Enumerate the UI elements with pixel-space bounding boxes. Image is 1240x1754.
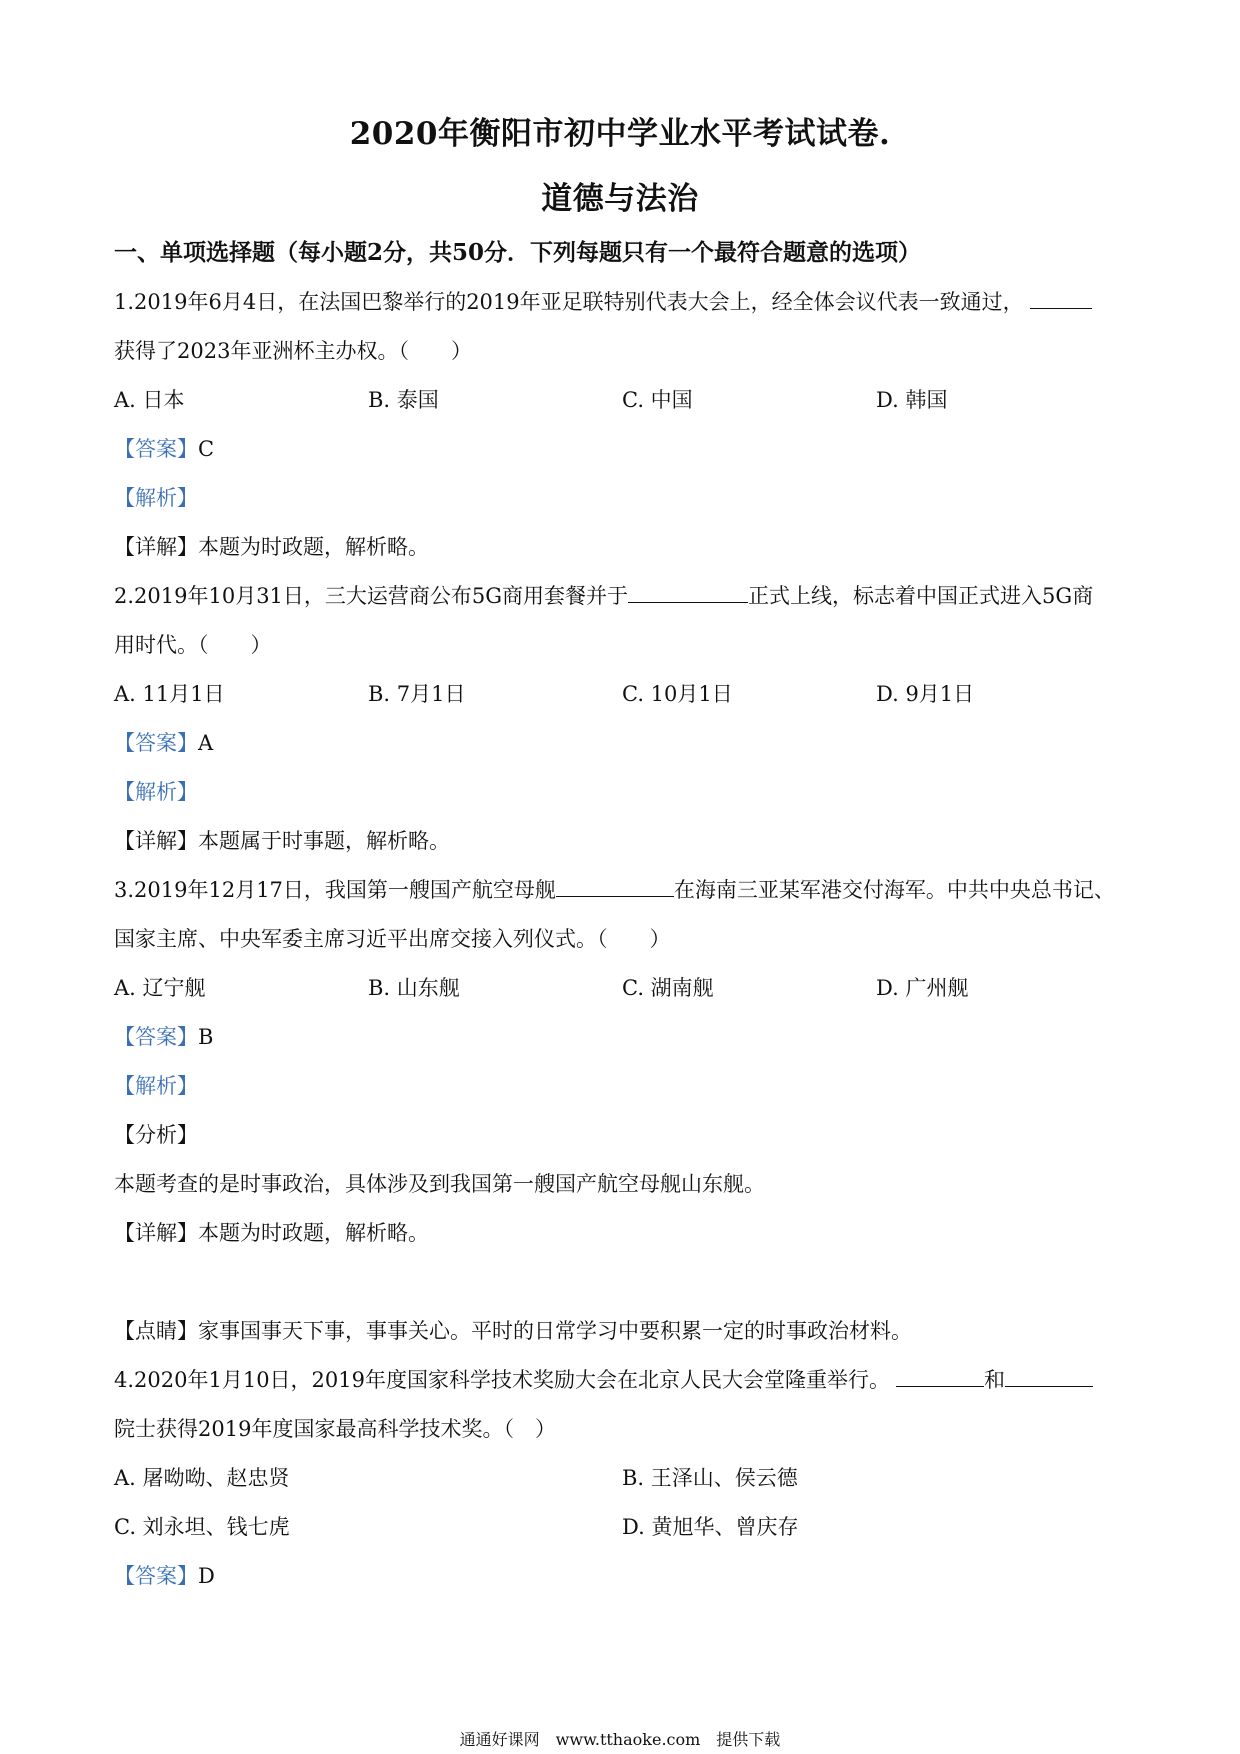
q1-stem-line1 (114, 286, 1092, 316)
q3-option-a: A. 辽宁舰 (114, 976, 206, 1000)
q2-option-b: B. 7月1日 (368, 682, 466, 706)
q4-stem-text-a: 4.2020年1月10日，2019年度国家科学技术奖励大会在北京人民大会堂隆重举行。 (114, 1368, 891, 1392)
q2-option-d: D. 9月1日 (876, 682, 975, 706)
q1-option-c: C. 中国 (622, 388, 693, 412)
answer-value: A (198, 731, 214, 755)
q3-answer (114, 1021, 213, 1051)
q3-option-d: D. 广州舰 (876, 976, 969, 1000)
q4-stem-line1 (114, 1364, 1093, 1394)
section-heading: 一、单项选择题（每小题2分，共50分．下列每题只有一个最符合题意的选项） (114, 239, 922, 266)
q4-blank-1 (896, 1364, 984, 1387)
answer-tag: 【答案】 (114, 731, 198, 755)
q4-option-d: D. 黄旭华、曾庆存 (622, 1515, 799, 1539)
exam-title: 2020年衡阳市初中学业水平考试试卷. (349, 116, 891, 152)
q1-stem-text: 1.2019年6月4日，在法国巴黎举行的2019年亚足联特别代表大会上，经全体会议代表一致通过， (114, 290, 1024, 314)
answer-value: B (198, 1025, 214, 1049)
q4-answer (114, 1560, 215, 1590)
q3-analysis-tag: 【解析】 (114, 1074, 198, 1098)
q2-stem-text-b: 正式上线，标志着中国正式进入5G商 (748, 584, 1094, 608)
q4-option-b: B. 王泽山、侯云德 (622, 1466, 798, 1490)
q2-option-c: C. 10月1日 (622, 682, 733, 706)
answer-value: D (198, 1564, 215, 1588)
answer-tag: 【答案】 (114, 437, 198, 461)
q1-answer (114, 433, 214, 463)
page-footer: 通通好课网 www.tthaoke.com 提供下载 (459, 1730, 781, 1749)
q2-answer (114, 727, 213, 757)
q3-detail: 【详解】本题为时政题，解析略。 (114, 1221, 429, 1245)
q3-stem-line2: 国家主席、中央军委主席习近平出席交接入列仪式。（ ） (114, 927, 671, 951)
q1-blank (1030, 286, 1092, 309)
q1-option-b: B. 泰国 (368, 388, 439, 412)
q3-option-b: B. 山东舰 (368, 976, 460, 1000)
q4-option-c: C. 刘永坦、钱七虎 (114, 1515, 290, 1539)
q2-stem-line1 (114, 580, 1093, 610)
answer-tag: 【答案】 (114, 1564, 198, 1588)
q1-option-d: D. 韩国 (876, 388, 948, 412)
q4-stem-line2: 院士获得2019年度国家最高科学技术奖。（ ） (114, 1417, 556, 1441)
q1-detail: 【详解】本题为时政题，解析略。 (114, 535, 429, 559)
q2-option-a: A. 11月1日 (114, 682, 225, 706)
q3-fenxi-tag: 【分析】 (114, 1123, 198, 1147)
q1-analysis-tag: 【解析】 (114, 486, 198, 510)
q1-stem-line2: 获得了2023年亚洲杯主办权。（ ） (114, 339, 472, 363)
q1-option-a: A. 日本 (114, 388, 185, 412)
q3-dianjing: 【点睛】家事国事天下事，事事关心。平时的日常学习中要积累一定的时事政治材料。 (114, 1319, 912, 1343)
q3-option-c: C. 湖南舰 (622, 976, 714, 1000)
q2-analysis-tag: 【解析】 (114, 780, 198, 804)
q3-stem-text-b: 在海南三亚某军港交付海军。中共中央总书记、 (673, 878, 1115, 902)
answer-tag: 【答案】 (114, 1025, 198, 1049)
answer-value: C (198, 437, 215, 461)
q3-blank (556, 874, 674, 897)
q4-option-a: A. 屠呦呦、赵忠贤 (114, 1466, 290, 1490)
q3-stem-line1 (114, 874, 1115, 904)
q4-stem-text-b: 和 (984, 1368, 1006, 1392)
q2-stem-text-a: 2.2019年10月31日，三大运营商公布5G商用套餐并于 (114, 584, 629, 608)
q2-stem-line2: 用时代。（ ） (114, 633, 272, 657)
q3-stem-text-a: 3.2019年12月17日，我国第一艘国产航空母舰 (114, 878, 556, 902)
q4-blank-2 (1005, 1364, 1093, 1387)
q3-fenxi-text: 本题考查的是时事政治，具体涉及到我国第一艘国产航空母舰山东舰。 (114, 1172, 765, 1196)
subject-title: 道德与法治 (541, 181, 699, 217)
q2-detail: 【详解】本题属于时事题，解析略。 (114, 829, 450, 853)
q2-blank (628, 580, 748, 603)
